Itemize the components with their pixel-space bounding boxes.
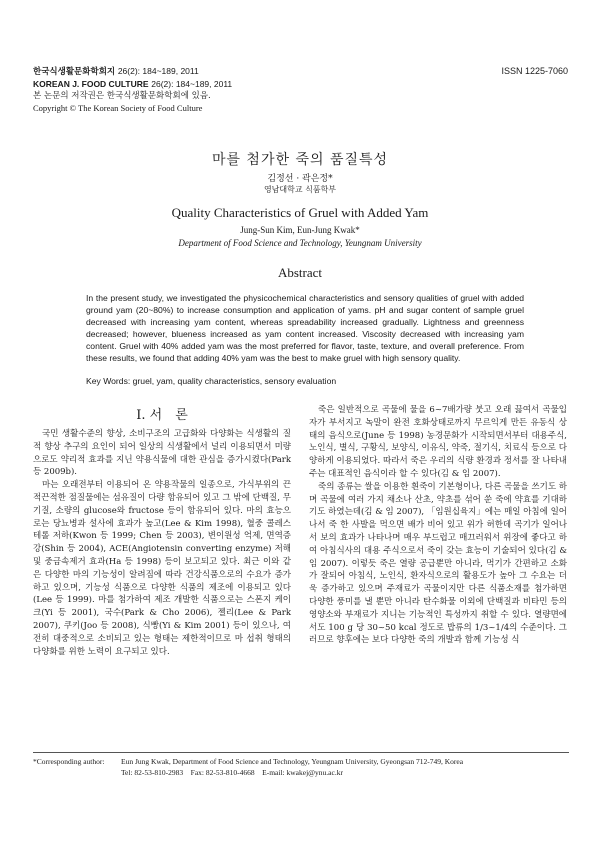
- footnote-address: Eun Jung Kwak, Department of Food Science and Technology, Yeungnam University, Gyeongsan 712-749, Korea: [121, 757, 464, 766]
- abstract-text: In the present study, we investigated the physicochemical characteristics and sensory qualities of gruel with added ground yam (20~80%) to increase consumption and application of yams. pH and sugar content of sample gruel decreased with increasing yam content, whereas spreadability increased gradually. Lightness and greenness decreased; however, blueness increased as yam content increased. Viscosity decreased with increasing yam content. Gruel with 40% added yam was the most preferred for flavor, taste, texture, and overall preference. From these results, we found that adding 40% yam was the best to make gruel with high sensory quality.: [86, 293, 524, 364]
- footnote-text: [121, 757, 571, 778]
- journal-issue-en: 26(2): 184~189, 2011: [151, 78, 233, 89]
- journal-header: [33, 66, 232, 114]
- abstract-heading: Abstract: [277, 265, 323, 280]
- keywords: [86, 375, 524, 387]
- issn: ISSN 1225-7060: [501, 66, 568, 76]
- authors-en: Jung-Sun Kim, Eun-Jung Kwak*: [240, 225, 360, 235]
- footnote-label: *Corresponding author:: [33, 757, 105, 766]
- keywords-label: Key Words:: [86, 376, 131, 386]
- journal-issue-ko: 26(2): 184~189, 2011: [117, 66, 199, 76]
- journal-name-ko: 한국식생활문화학회지: [33, 67, 116, 77]
- copyright-en: Copyright © The Korean Society of Food Culture: [33, 102, 203, 113]
- keywords-list: gruel, yam, quality characteristics, sensory evaluation: [132, 376, 337, 386]
- copyright-ko: 본 논문의 저작권은 한국식생활문화학회에 있음.: [33, 91, 211, 101]
- authors-ko: 김정선 · 곽은정*: [267, 174, 333, 184]
- body-column-right: [309, 404, 567, 647]
- affiliation-en: Department of Food Science and Technology, Yeungnam University: [178, 238, 422, 248]
- footnote-contact: Tel: 82-53-810-2983 Fax: 82-53-810-4668 E-mail: kwakej@ynu.ac.kr: [121, 767, 343, 777]
- journal-line-ko: [33, 66, 232, 79]
- journal-line-en: [33, 79, 232, 92]
- paragraph: 국민 생활수준의 향상, 소비구조의 고급화와 다양화는 식생활의 질적 향상 추구의 요인이 되어 일상의 식생활에서 널리 이용되면서 미량으로도 약리적 효과를 지닌 약용식물에 대한 관심을 증가시켰다(Park 등 2009b).: [33, 429, 291, 478]
- body-column-left: [33, 428, 291, 658]
- paragraph: 죽은 일반적으로 곡물에 물을 6~7배가량 붓고 오래 끓여서 곡물입자가 부서지고 녹말이 완전 호화상태로까지 무르익게 만든 유동식 상태의 음식으로(June 등 1998) 농경문화가 시작되면서부터 대용주식, 노인식, 별식, 구황식, 보양식, 이유식, 약죽, 절기식, 치료식 등으로 다양하게 이용되었다. 따라서 죽은 우리의 식량 환경과 정서를 잘 나타내주는 대표적인 음식이라 할 수 있다(김 & 임 2007).: [309, 405, 567, 479]
- paragraph: 죽의 종류는 쌀을 이용한 흰죽이 기본형이나, 다른 곡물을 쓰기도 하며 곡물에 여러 가지 채소나 산초, 약초를 섞어 쑨 죽에 약효를 기대하기도 하였는데(김 & 임 2007), 「임원십육지」에는 매일 아침에 일어나서 죽 한 사발을 먹으면 배가 비어 있고 위가 허한데 곡기가 일어나서 보의 효과가 나타나며 매우 부드럽고 매끄러워서 위장에 좋다고 하여 아침식사의 대용 주식으로서 죽이 갖는 효능이 기술되어 있다(김 & 임 2007). 이렇듯 죽은 열량 공급뿐만 아니라, 먹기가 간편하고 소화가 잘되어 아침식, 노인식, 환자식으로의 활용도가 높아 그 수요는 더욱 증가하고 있으며 주재료가 곡물이지만 다른 식품소재를 첨가하면 다양한 풍미를 낼 뿐만 아니라 탄수화물 이외에 단백질과 비타민 등의 영양소와 부재료가 지니는 기능적인 특성까지 취할 수 있다. 열량면에서도 100 g 당 30~50 kcal 정도로 밥류의 1/3~1/4의 수준이다. 그러므로 향후에는 보다 다양한 죽의 개발과 함께 기능성 식: [309, 481, 567, 646]
- section-heading-introduction: Ⅰ. 서 론: [136, 408, 188, 423]
- footnote-divider: [33, 752, 569, 753]
- paragraph: 마는 오래전부터 이용되어 온 약용작물의 일종으로, 가식부위의 끈적끈적한 점질물에는 섬유질이 다량 함유되어 있고 그 밖에 단백질, 무기질, 소량의 glucose와 fructose 등이 함유되어 있다. 마의 효능으로는 당뇨병과 설사에 효과가 높고(Lee & Kim 1998), 혈중 콜레스테롤 저하(Kwon 등 1999; Chen 등 2003), 변이원성 억제, 면역증강(Shin 등 2004), ACE(Angiotensin converting enzyme) 저해 및 중금속제거 효과(Ha 등 1998) 등이 보고되고 있다. 최근 이와 같은 다양한 마의 기능성이 알려짐에 따라 건강식품으로의 수요가 증가하고 있으며, 기능성 식품으로 다양한 식품의 제조에 이용되고 있다(Lee 등 1999). 마를 첨가하여 제조 개발한 식품으로는 스폰지 케이크(Yi 등 2001), 국수(Park & Cho 2006), 젤리(Lee & Park 2007), 쿠키(Joo 등 2008), 식빵(Yi & Kim 2001) 등이 있으나, 여전히 대중적으로 소비되고 있는 형태는 제한적이므로 마 섭취 형태의 다양화를 위한 노력이 요구되고 있다.: [33, 480, 291, 657]
- affiliation-ko: 영남대학교 식품학부: [263, 185, 337, 194]
- title-ko: 마를 첨가한 죽의 품질특성: [211, 152, 389, 168]
- journal-name-en: KOREAN J. FOOD CULTURE: [33, 78, 149, 89]
- title-en: Quality Characteristics of Gruel with Added Yam: [171, 205, 429, 220]
